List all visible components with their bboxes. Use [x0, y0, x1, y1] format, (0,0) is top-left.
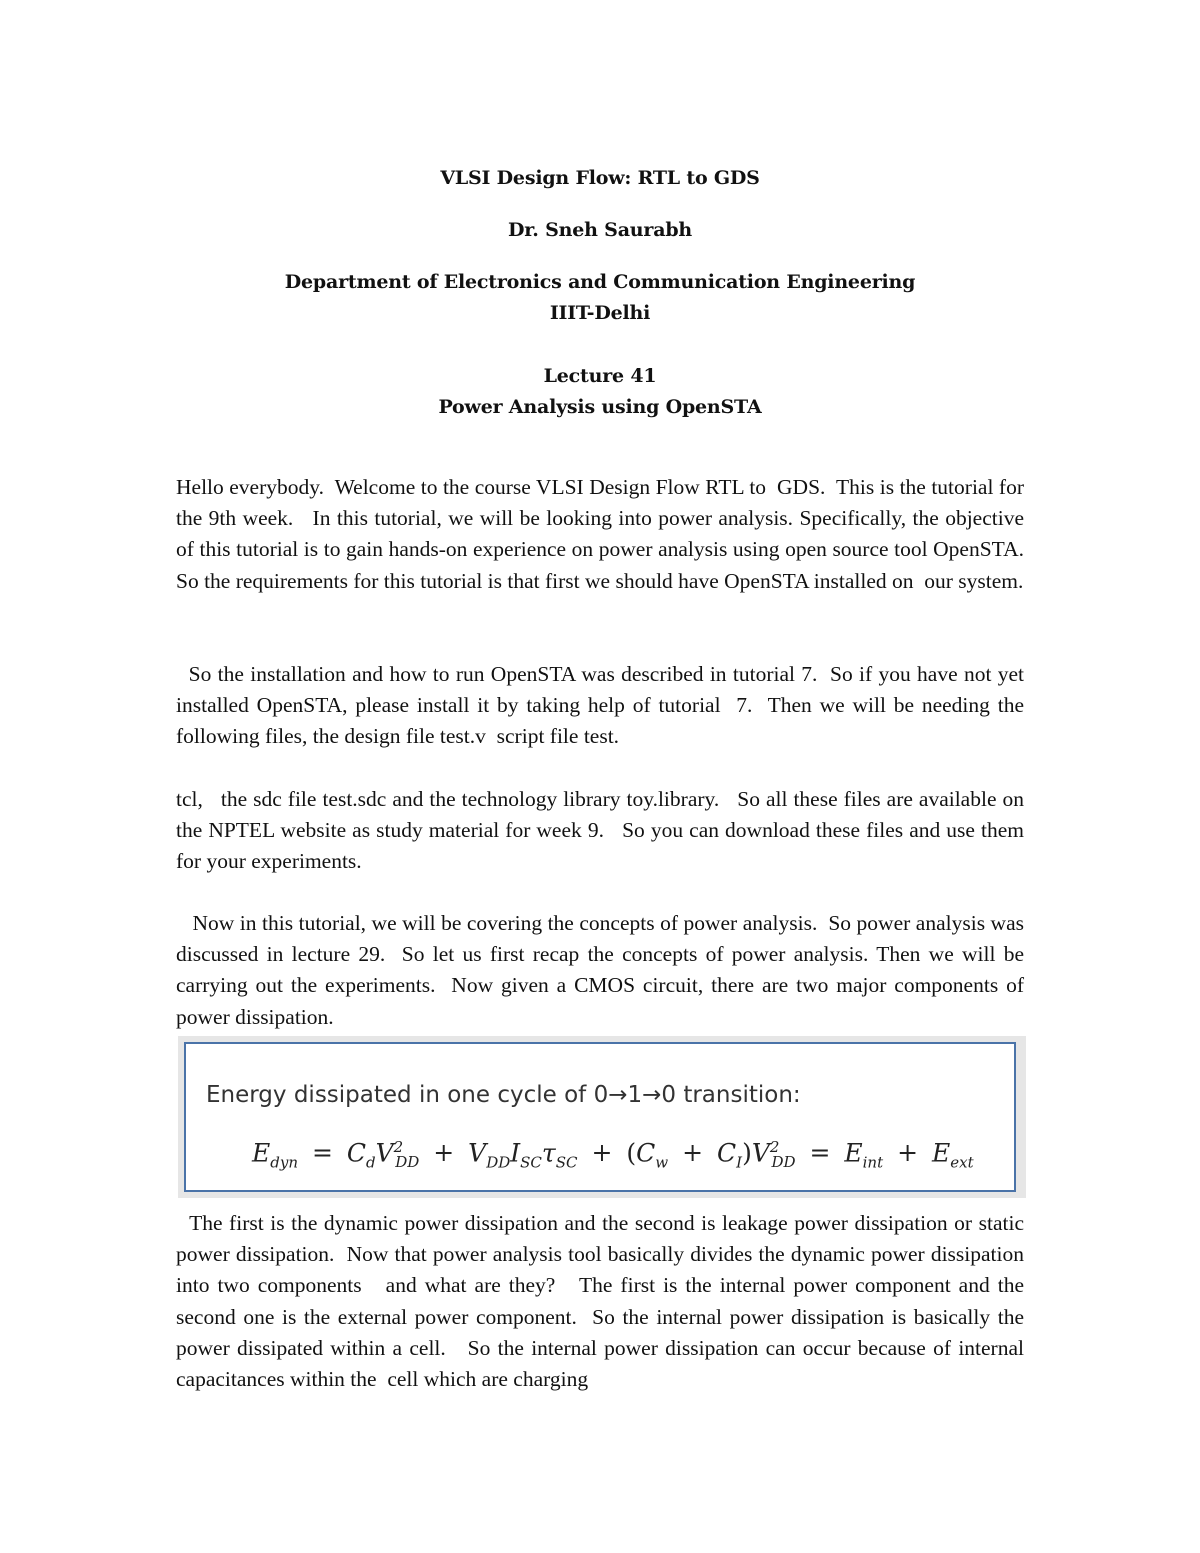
course-title: VLSI Design Flow: RTL to GDS	[440, 167, 760, 189]
lecture-number: Lecture 41	[543, 365, 657, 387]
paragraph-files: tcl, the sdc file test.sdc and the technology library toy.library. So all these files are available on the NPTEL website as study material for week 9. So you can download these files and use them for your experiments.	[176, 787, 1030, 874]
energy-equation-figure	[178, 1036, 1026, 1198]
paragraph-installation: So the installation and how to run OpenSTA was described in tutorial 7. So if you have not yet installed OpenSTA, please install it by taking help of tutorial 7. Then we will be needing the following files, the design file test.v script file test.	[176, 662, 1030, 749]
figure-border-box	[184, 1042, 1016, 1192]
department-name: Department of Electronics and Communication Engineering	[284, 271, 916, 293]
paragraph-intro: Hello everybody. Welcome to the course VLSI Design Flow RTL to GDS. This is the tutorial for the 9th week. In this tutorial, we will be looking into power analysis. Specifically, the objective of this tutorial is to gain hands-on experience on power analysis using open source tool OpenSTA. So the requirements for this tutorial is that first we should have OpenSTA installed on our system.	[176, 475, 1041, 593]
paragraph-dynamic-power: The first is the dynamic power dissipation and the second is leakage power dissipation or static power dissipation. Now that power analysis tool basically divides the dynamic power dissipation into two components and what are they? The first is the internal power component and the second one is the external power component. So the internal power dissipation is basically the power dissipated within a cell. So the internal power dissipation can occur because of internal capacitances within the cell which are charging	[176, 1211, 1030, 1392]
institute-name: IIIT-Delhi	[549, 302, 651, 324]
energy-equation: $E_{dyn} = C_dV^2_{DD} + V_{DD}I_{SC}\tau_{SC} + (C_w + C_I)V^2_{DD} = E_{int} + E_{ext}$	[252, 1138, 974, 1172]
figure-caption: Energy dissipated in one cycle of 0→1→0 transition:	[206, 1082, 801, 1108]
author-name: Dr. Sneh Saurabh	[507, 219, 693, 241]
lecture-title: Power Analysis using OpenSTA	[438, 396, 762, 418]
paragraph-power-recap: Now in this tutorial, we will be covering the concepts of power analysis. So power analysis was discussed in lecture 29. So let us first recap the concepts of power analysis. Then we will be carrying out the experiments. Now given a CMOS circuit, there are two major components of power dissipation.	[176, 911, 1030, 1029]
